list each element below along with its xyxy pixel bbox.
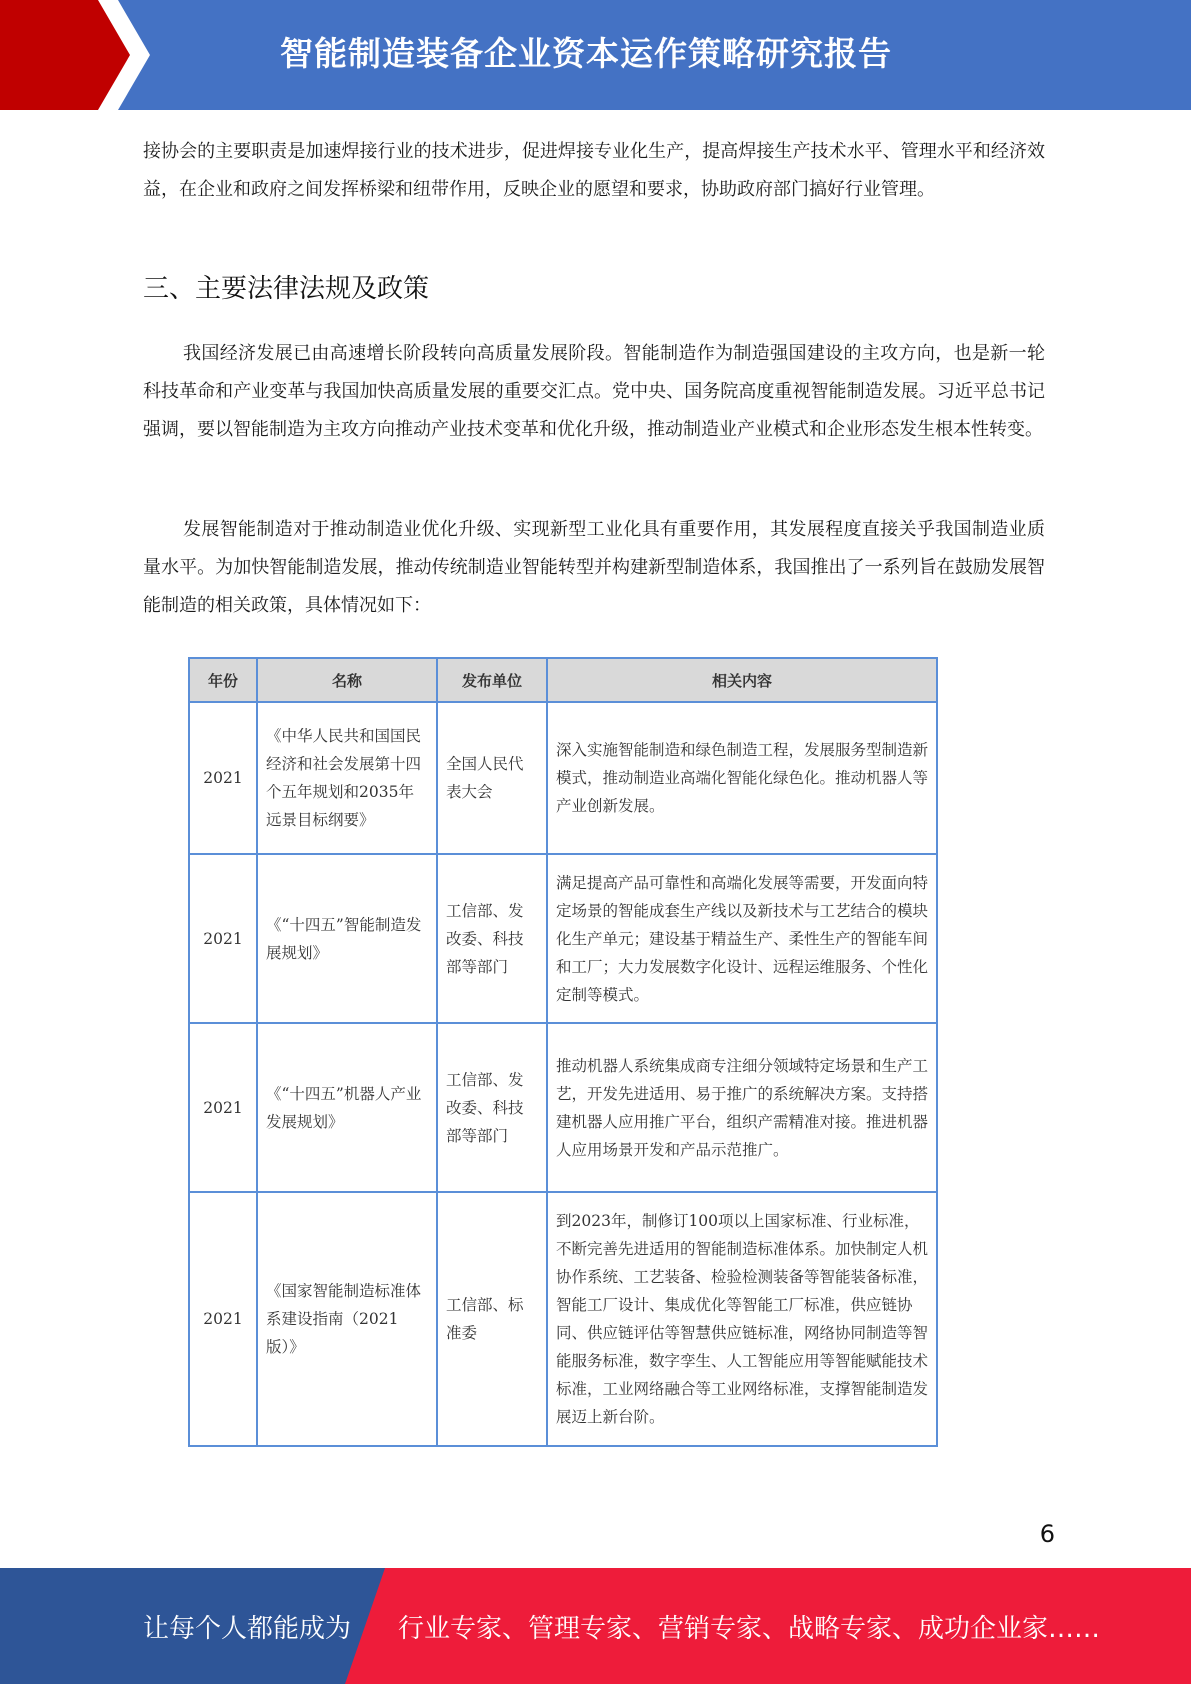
table-row xyxy=(189,854,937,1023)
page-footer xyxy=(0,1568,1191,1684)
footer-slogan-right: 行业专家、管理专家、营销专家、战略专家、成功企业家…… xyxy=(398,1614,1101,1644)
cell-content: 满足提高产品可靠性和高端化发展等需要，开发面向特定场景的智能成套生产线以及新技术与工艺结合的模块化生产单元；建设基于精益生产、柔性生产的智能车间和工厂；大力发展数字化设计、远程运维服务、个性化定制等模式。 xyxy=(547,854,937,1023)
body-paragraph: 我国经济发展已由高速增长阶段转向高质量发展阶段。智能制造作为制造强国建设的主攻方向，也是新一轮科技革命和产业变革与我国加快高质量发展的重要交汇点。党中央、国务院高度重视智能制造发展。习近平总书记强调，要以智能制造为主攻方向推动产业技术变革和优化升级，推动制造业产业模式和企业形态发生根本性转变。 xyxy=(143,343,1045,440)
column-header-name: 名称 xyxy=(257,658,437,702)
cell-name: 《国家智能制造标准体系建设指南（2021版）》 xyxy=(257,1192,437,1446)
column-header-issuer: 发布单位 xyxy=(437,658,547,702)
report-title: 智能制造装备企业资本运作策略研究报告 xyxy=(280,34,892,73)
page-header xyxy=(0,0,1191,110)
cell-content: 到2023年，制修订100项以上国家标准、行业标准，不断完善先进适用的智能制造标准体系。加快制定人机协作系统、工艺装备、检验检测装备等智能装备标准，智能工厂设计、集成优化等智能工厂标准，供应链协同、供应链评估等智慧供应链标准，网络协同制造等智能服务标准，数字孪生、人工智能应用等智能赋能技术标准，工业网络融合等工业网络标准，支撑智能制造发展迈上新台阶。 xyxy=(547,1192,937,1446)
policy-table xyxy=(188,657,938,1447)
column-header-year: 年份 xyxy=(189,658,257,702)
cell-content: 推动机器人系统集成商专注细分领域特定场景和生产工艺，开发先进适用、易于推广的系统解决方案。支持搭建机器人应用推广平台，组织产需精准对接。推进机器人应用场景开发和产品示范推广。 xyxy=(547,1023,937,1192)
cell-content: 深入实施智能制造和绿色制造工程，发展服务型制造新模式，推动制造业高端化智能化绿色化。推动机器人等产业创新发展。 xyxy=(547,702,937,854)
table-row xyxy=(189,702,937,854)
table-row xyxy=(189,1192,937,1446)
column-header-content: 相关内容 xyxy=(547,658,937,702)
cell-issuer: 工信部、发改委、科技部等部门 xyxy=(437,854,547,1023)
cell-year: 2021 xyxy=(189,1192,257,1446)
cell-year: 2021 xyxy=(189,854,257,1023)
body-paragraph: 发展智能制造对于推动制造业优化升级、实现新型工业化具有重要作用，其发展程度直接关乎我国制造业质量水平。为加快智能制造发展，推动传统制造业智能转型并构建新型制造体系，我国推出了一系列旨在鼓励发展智能制造的相关政策，具体情况如下： xyxy=(143,519,1045,616)
cell-year: 2021 xyxy=(189,702,257,854)
intro-paragraph: 接协会的主要职责是加速焊接行业的技术进步，促进焊接专业化生产，提高焊接生产技术水平、管理水平和经济效益，在企业和政府之间发挥桥梁和纽带作用，反映企业的愿望和要求，协助政府部门搞好行业管理。 xyxy=(143,141,1045,200)
cell-issuer: 工信部、标准委 xyxy=(437,1192,547,1446)
cell-year: 2021 xyxy=(189,1023,257,1192)
header-chevron-decoration xyxy=(0,0,160,110)
table-header-row xyxy=(189,658,937,702)
footer-slogan-left: 让每个人都能成为 xyxy=(143,1614,352,1644)
cell-name: 《“十四五”机器人产业发展规划》 xyxy=(257,1023,437,1192)
cell-issuer: 全国人民代表大会 xyxy=(437,702,547,854)
page-number: 6 xyxy=(1039,1520,1055,1548)
section-heading: 三、主要法律法规及政策 xyxy=(143,274,430,304)
cell-name: 《中华人民共和国国民经济和社会发展第十四个五年规划和2035年远景目标纲要》 xyxy=(257,702,437,854)
table-row xyxy=(189,1023,937,1192)
cell-name: 《“十四五”智能制造发展规划》 xyxy=(257,854,437,1023)
cell-issuer: 工信部、发改委、科技部等部门 xyxy=(437,1023,547,1192)
